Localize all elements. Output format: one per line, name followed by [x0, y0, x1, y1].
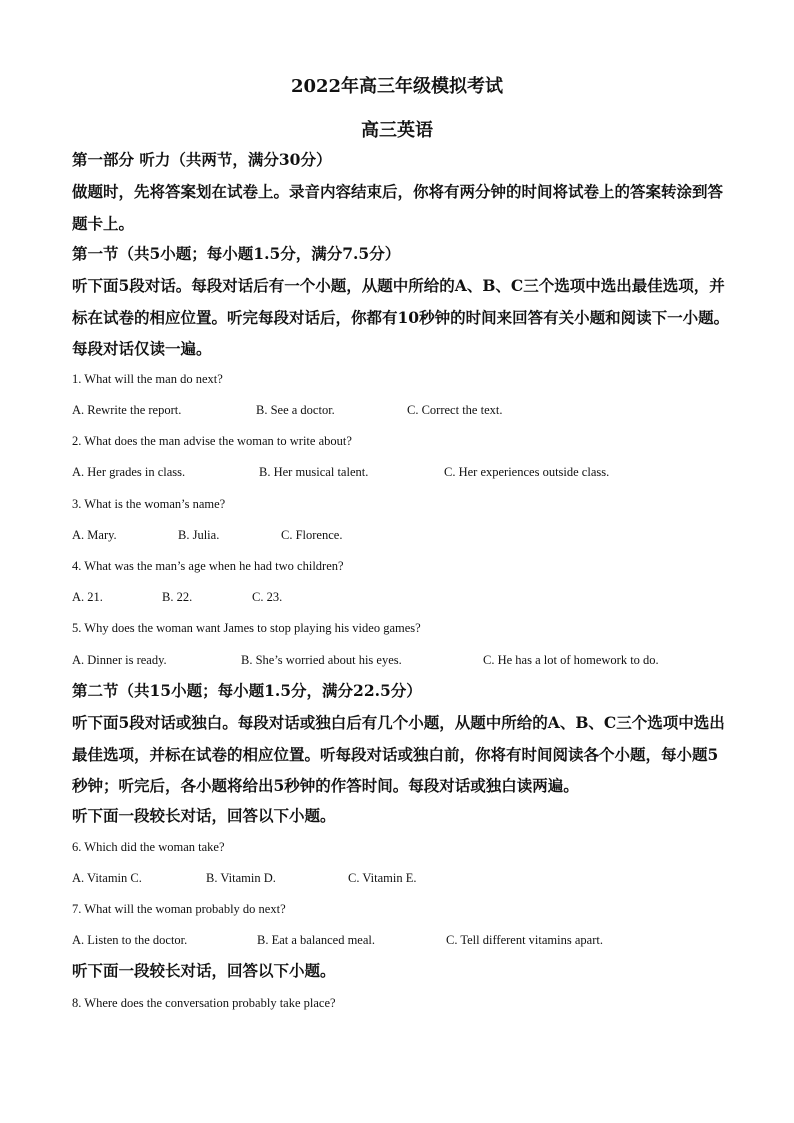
question-6: 6. Which did the woman take? — [72, 840, 225, 854]
question-2: 2. What does the man advise the woman to write about? — [72, 434, 352, 448]
q2-option-c: C. Her experiences outside class. — [444, 465, 610, 479]
section1-instructions: 听下面5段对话。每段对话后有一个小题，从题中所给的A、B、C三个选项中选出最佳选项，并标在试卷的相应位置。听完每段对话后，你都有10秒钟的时间来回答有关小题和阅读下一小题。每段对话仅读一遍。 — [72, 276, 730, 358]
q6-option-a: A. Vitamin C. — [72, 871, 142, 885]
question-1: 1. What will the man do next? — [72, 372, 223, 386]
q3-option-c: C. Florence. — [281, 528, 343, 542]
q1-option-b: B. See a doctor. — [256, 403, 335, 417]
q1-option-a: A. Rewrite the report. — [72, 403, 182, 417]
q4-option-a: A. 21. — [72, 590, 103, 604]
section2-heading: 第二节（共15小题；每小题1.5分，满分22.5分） — [72, 681, 422, 700]
q4-option-c: C. 23. — [252, 590, 283, 604]
q3-option-a: A. Mary. — [72, 528, 117, 542]
q2-option-a: A. Her grades in class. — [72, 465, 186, 479]
question-3: 3. What is the woman’s name? — [72, 497, 226, 511]
q6-option-b: B. Vitamin D. — [206, 871, 276, 885]
question-4: 4. What was the man’s age when he had two children? — [72, 559, 344, 573]
q7-option-b: B. Eat a balanced meal. — [257, 933, 375, 947]
q1-option-c: C. Correct the text. — [407, 403, 503, 417]
question-8: 8. Where does the conversation probably take place? — [72, 996, 336, 1010]
question-7: 7. What will the woman probably do next? — [72, 902, 286, 916]
q5-option-b: B. She’s worried about his eyes. — [241, 653, 402, 667]
part1-intro: 做题时，先将答案划在试卷上。录音内容结束后，你将有两分钟的时间将试卷上的答案转涂到答题卡上。 — [72, 182, 724, 233]
q3-option-b: B. Julia. — [178, 528, 220, 542]
part1-heading: 第一部分 听力（共两节，满分30分） — [72, 150, 332, 169]
exam-title: 2022年高三年级模拟考试 — [290, 76, 504, 97]
q7-option-a: A. Listen to the doctor. — [72, 933, 188, 947]
question-5: 5. Why does the woman want James to stop playing his video games? — [72, 621, 421, 635]
q5-option-c: C. He has a lot of homework to do. — [483, 653, 659, 667]
q6-option-c: C. Vitamin E. — [348, 871, 417, 885]
q7-option-c: C. Tell different vitamins apart. — [446, 933, 603, 947]
q4-option-b: B. 22. — [162, 590, 193, 604]
subject-title: 高三英语 — [361, 120, 433, 141]
q2-option-b: B. Her musical talent. — [259, 465, 369, 479]
q5-option-a: A. Dinner is ready. — [72, 653, 167, 667]
dialogue-label-2: 听下面一段较长对话，回答以下小题。 — [72, 961, 336, 980]
section2-instructions: 听下面5段对话或独白。每段对话或独白后有几个小题，从题中所给的A、B、C三个选项中选出最佳选项，并标在试卷的相应位置。听每段对话或独白前，你将有时间阅读各个小题，每小题5秒钟；听完后，各小题将给出5秒钟的作答时间。每段对话或独白读两遍。 — [72, 713, 725, 795]
dialogue-label-1: 听下面一段较长对话，回答以下小题。 — [72, 806, 336, 825]
section1-heading: 第一节（共5小题；每小题1.5分，满分7.5分） — [72, 244, 401, 263]
